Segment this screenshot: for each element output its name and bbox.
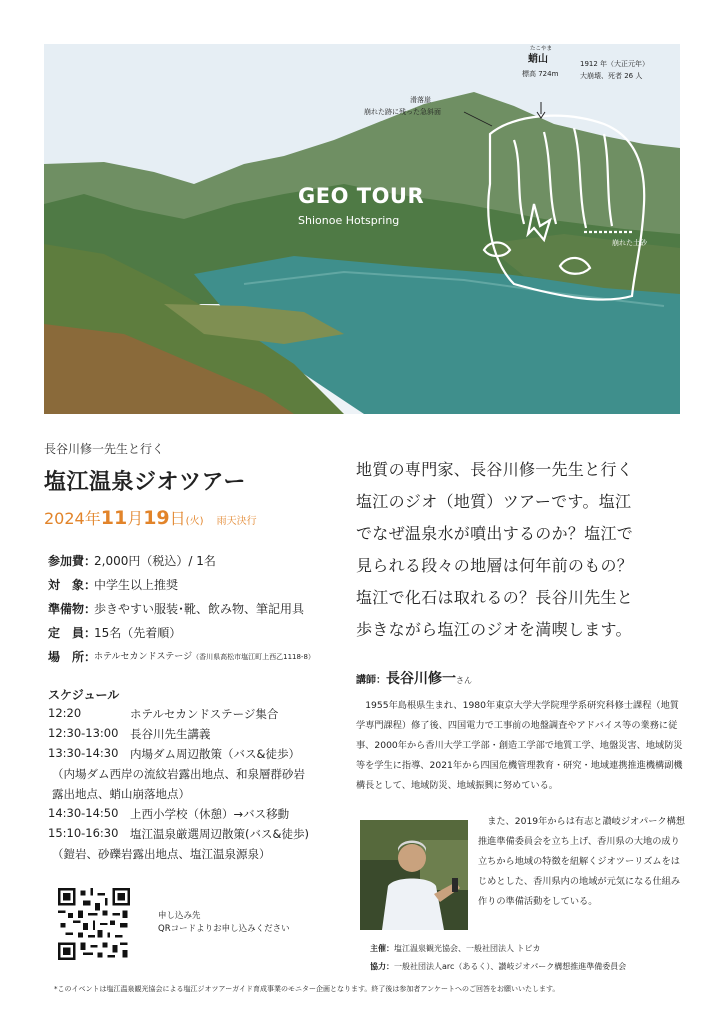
- schedule-item: [48, 826, 348, 846]
- place-address: （香川県高松市塩江町上西乙1118-8）: [192, 653, 315, 661]
- info-key: 参加費：: [48, 554, 97, 568]
- slip-description: 崩れた跡に残った急斜面: [364, 108, 441, 116]
- info-row-fee: [48, 552, 348, 576]
- schedule-heading: スケジュール: [48, 688, 120, 702]
- organizers: [370, 940, 626, 976]
- info-row-capacity: [48, 624, 348, 648]
- schedule-time: 14:30-14:50: [48, 806, 119, 820]
- event-subtitle: 長谷川修一先生と行く: [44, 442, 165, 456]
- schedule-time: 12:30-13:00: [48, 726, 119, 740]
- coop-line: [370, 958, 626, 976]
- apply-info: [158, 910, 290, 936]
- event-title: 塩江温泉ジオツアー: [44, 470, 246, 495]
- lecturer-label: 講師：: [356, 675, 386, 686]
- info-value: [94, 648, 315, 662]
- event-date: [44, 506, 344, 529]
- intro-line: でなぜ温泉水が噴出するのか？塩江で: [356, 524, 634, 543]
- geo-tour-logo: [298, 184, 424, 227]
- schedule-item: [48, 726, 348, 746]
- mountain-height: 標高 724m: [522, 70, 559, 78]
- schedule-desc: 長谷川先生講義: [130, 727, 211, 741]
- disaster-year: 1912 年（大正元年）: [580, 60, 650, 68]
- geo-title: GEO TOUR: [298, 184, 425, 208]
- slip-label: 滑落崖: [410, 96, 431, 104]
- qr-code-icon[interactable]: [58, 888, 130, 960]
- schedule-time: 15:10-16:30: [48, 826, 119, 840]
- lecturer-photo: [360, 820, 468, 930]
- schedule-note: （内場ダム西岸の流紋岩露出地点、和泉層群砂岩: [52, 767, 305, 781]
- schedule-time: 13:30-14:30: [48, 746, 119, 760]
- info-row-place: [48, 648, 348, 672]
- coop-names: 一般社団法人arc（あるく）、讃岐ジオパーク構想推進準備委員会: [394, 962, 627, 971]
- schedule-time: 12:20: [48, 706, 82, 720]
- event-info: [48, 552, 348, 672]
- host-names: 塩江温泉観光協会、一般社団法人 トビカ: [394, 944, 541, 953]
- info-key: 準備物：: [48, 602, 97, 616]
- disaster-deaths: 大崩壊、死者 26 人: [580, 72, 643, 80]
- info-row-target: [48, 576, 348, 600]
- date-year: 2024年: [44, 509, 101, 528]
- collapsed-soil-label: 崩れた土砂: [612, 239, 647, 247]
- hero-photo: [44, 44, 680, 414]
- rain-note: 雨天決行: [216, 516, 257, 527]
- intro-line: 塩江で化石は取れるの？長谷川先生と: [356, 588, 634, 607]
- geo-subtitle: Shionoe Hotspring: [298, 214, 400, 227]
- schedule-item: [48, 706, 348, 726]
- intro-line: 見られる段々の地層は何年前のもの？: [356, 556, 634, 575]
- coop-label: 協力：: [370, 962, 394, 971]
- date-month: 11: [100, 507, 128, 529]
- intro-line: 塩江のジオ（地質）ツアーです。塩江: [356, 492, 632, 511]
- schedule-desc: 上西小学校（休憩）→バス移動: [130, 807, 290, 821]
- lecturer-honorific: さん: [456, 676, 472, 685]
- schedule-note: （鎧岩、砂礫岩露出地点、塩江温泉源泉）: [52, 847, 271, 861]
- info-value: 2,000円（税込）/ 1名: [94, 554, 216, 568]
- date-day-unit: 日: [169, 509, 186, 528]
- lecturer-name: 長谷川修一: [386, 671, 456, 687]
- schedule-desc: 塩江温泉厳選周辺散策(バス&徒歩): [130, 827, 309, 841]
- info-value: 15名（先着順）: [94, 626, 182, 640]
- info-key: 対 象：: [48, 578, 97, 592]
- apply-instruction: QRコードよりお申し込みください: [158, 923, 290, 934]
- host-label: 主催：: [370, 944, 394, 953]
- intro-line: 歩きながら塩江のジオを満喫します。: [356, 620, 632, 639]
- intro-line: 地質の専門家、長谷川修一先生と行く: [356, 460, 634, 479]
- schedule-desc: 内場ダム周辺散策（バス&徒歩）: [130, 747, 300, 761]
- lecturer-heading: [356, 668, 472, 688]
- schedule-desc: ホテルセカンドステージ集合: [130, 707, 279, 721]
- date-day: 19: [143, 507, 170, 529]
- info-row-items: [48, 600, 348, 624]
- schedule-item: [48, 746, 348, 766]
- date-month-unit: 月: [127, 509, 144, 528]
- info-key: 場 所：: [48, 650, 97, 664]
- schedule-list: [48, 706, 348, 866]
- apply-heading: 申し込み先: [158, 911, 201, 921]
- schedule-note: 露出地点、蛸山崩落地点）: [52, 787, 190, 801]
- landscape-illustration: [44, 44, 680, 414]
- intro-text: [356, 454, 686, 646]
- schedule-item: [48, 806, 348, 826]
- footnote: *このイベントは塩江温泉観光協会による塩江ジオツアーガイド育成事業のモニター企画となります。終了後は参加者アンケートへのご回答をお願いいたします。: [54, 985, 560, 993]
- place-name: ホテルセカンドステージ: [94, 652, 193, 662]
- info-value: 中学生以上推奨: [94, 578, 179, 592]
- mountain-ruby: たこやま: [530, 46, 553, 52]
- event-header: [44, 440, 344, 529]
- host-line: [370, 940, 626, 958]
- lecturer-bio: 1955年島根県生まれ、1980年東京大学大学院理学系研究科修士課程（地質学専門課程）修了後、四国電力で工事前の地盤調査やアドバイス等の業務に従事、2000年から香川大学工学部・創造工学部で地質工学、地盤災害、地域防災等を学生に指導、2021年から四国危機管理教育・研究・地域連携推進機構副機構長として、地域防災、地域振興に努めている。: [356, 700, 683, 791]
- info-key: 定 員：: [48, 626, 97, 640]
- mountain-name: 蛸山: [528, 54, 548, 65]
- info-value: 歩きやすい服装･靴、飲み物、筆記用具: [94, 602, 305, 616]
- date-weekday: (火): [185, 516, 204, 527]
- lecturer-bio-continued: また、2019年からは有志と讃岐ジオパーク構想推進準備委員会を立ち上げ、香川県の大地の成り立ちから地域の特徴を紐解くジオツーリズムをはじめとした、香川県内の地域が元気になる仕組み作りの準備活動をしている。: [478, 816, 685, 907]
